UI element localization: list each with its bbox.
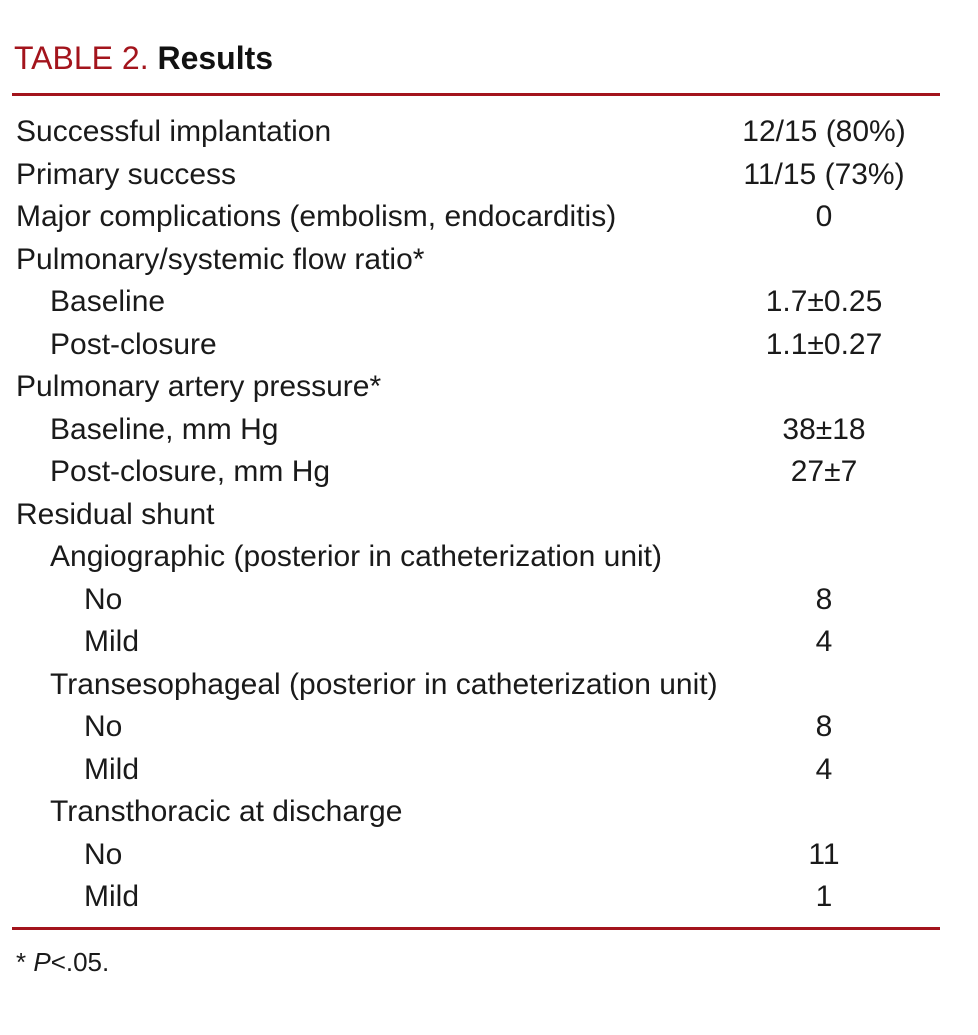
row-label: Mild [84, 752, 140, 786]
row-label: Pulmonary/systemic flow ratio* [16, 242, 425, 276]
row-value: 38±18 [782, 412, 866, 446]
footnote-rest: <.05. [50, 947, 110, 977]
table-row [12, 876, 940, 919]
table-row [12, 196, 940, 239]
row-label: Pulmonary artery pressure* [16, 370, 382, 403]
bottom-rule [12, 927, 940, 930]
footnote-marker: * [16, 947, 34, 977]
top-rule [12, 93, 940, 96]
table-name: Results [157, 40, 274, 76]
row-label: Post-closure [50, 327, 217, 361]
row-value: 11/15 (73%) [743, 157, 905, 191]
table-row [12, 324, 940, 367]
row-label: Angiographic (posterior in catheterization unit) [50, 540, 662, 573]
table-row [12, 579, 940, 622]
table-row [12, 749, 940, 792]
row-label: No [84, 582, 123, 616]
table-label: TABLE 2. [14, 40, 149, 76]
table-row [12, 791, 940, 834]
row-label: Baseline, mm Hg [50, 412, 279, 446]
row-label: Mild [84, 625, 140, 658]
row-value: 4 [815, 625, 833, 658]
row-label: Mild [84, 880, 140, 913]
row-label: No [84, 837, 123, 871]
table-row [12, 281, 940, 324]
row-value: 1.7±0.25 [765, 285, 883, 318]
table-row [12, 451, 940, 494]
table-row [12, 621, 940, 664]
footnote-p: P [33, 947, 51, 977]
row-value: 1 [815, 880, 833, 913]
row-label: Residual shunt [16, 497, 215, 531]
table-row [12, 366, 940, 409]
table-row [12, 154, 940, 197]
row-label: Baseline [50, 285, 166, 318]
row-value: 1.1±0.27 [765, 327, 883, 361]
row-value: 8 [815, 710, 833, 743]
row-label: Primary success [16, 157, 237, 191]
row-value: 0 [815, 200, 833, 233]
row-label: Post-closure, mm Hg [50, 455, 331, 488]
results-table [12, 111, 940, 919]
table-row [12, 111, 940, 154]
table-row [12, 664, 940, 707]
table-row [12, 536, 940, 579]
row-label: Transesophageal (posterior in catheterization unit) [50, 667, 718, 701]
row-label: Major complications (embolism, endocarditis) [16, 200, 617, 233]
table-footnote [16, 946, 109, 978]
row-label: Transthoracic at discharge [50, 795, 403, 828]
row-value: 8 [815, 582, 833, 616]
table-row [12, 706, 940, 749]
table-row [12, 239, 940, 282]
table-row [12, 409, 940, 452]
row-label: Successful implantation [16, 115, 332, 148]
row-value: 27±7 [790, 455, 858, 488]
table-row [12, 834, 940, 877]
table-title [14, 38, 273, 78]
row-value: 12/15 (80%) [742, 115, 906, 148]
row-value: 4 [815, 752, 833, 786]
row-value: 11 [808, 837, 840, 871]
table-row [12, 494, 940, 537]
row-label: No [84, 710, 123, 743]
